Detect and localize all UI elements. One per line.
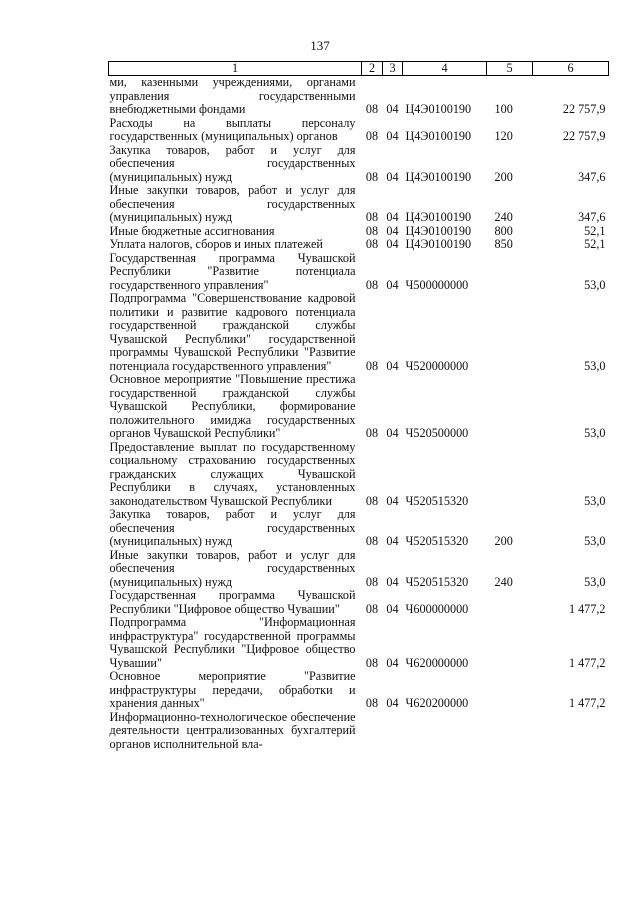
cell-amount: 22 757,9 bbox=[562, 102, 606, 116]
cell-sub: 04 bbox=[386, 223, 399, 238]
cell-vr: 240 bbox=[494, 574, 513, 589]
cell-sec: 08 bbox=[365, 574, 379, 589]
cell-sec: 08 bbox=[365, 210, 379, 224]
cell-name: Закупка товаров, работ и услуг для обеспечения государственных (муниципальных) нужд bbox=[109, 142, 356, 184]
cell-amount: 53,0 bbox=[584, 426, 606, 440]
cell-name: Иные закупки товаров, работ и услуг для обеспечения государственных (муниципальных) нужд bbox=[109, 183, 356, 224]
cell-vr bbox=[487, 373, 533, 441]
cell-name: Подпрограмма "Информационная инфраструктура" государственной программы Чувашской Республики "Цифровое общество Чувашии" bbox=[109, 615, 356, 670]
page-number: 137 bbox=[310, 38, 330, 53]
cell-sub: 04 bbox=[386, 534, 399, 548]
cell-sub: 04 bbox=[386, 210, 399, 224]
cell-amount: 1 477,2 bbox=[568, 601, 606, 616]
cell-sub: 04 bbox=[386, 696, 399, 710]
cell-name: Информационно-технологическое обеспечение деятельности централизованных бухгалтерий органов исполнительной вла- bbox=[109, 709, 356, 751]
cell-csr: Ч520515320 bbox=[405, 534, 469, 548]
cell-sec: 08 bbox=[365, 169, 379, 184]
cell-name: Государственная программа Чувашской Республики "Цифровое общество Чувашии" bbox=[109, 588, 356, 616]
cell-name: Предоставление выплат по государственному социальному страхованию государственных гражданских служащих Чувашской Республики в случаях, установленных законодательством Чувашской Республики bbox=[109, 439, 356, 508]
cell-csr: Ч600000000 bbox=[405, 601, 469, 616]
cell-amount: 52,1 bbox=[584, 223, 606, 238]
table-row bbox=[109, 252, 609, 293]
cell-name: Иные бюджетные ассигнования bbox=[109, 223, 275, 238]
cell-csr: Ц4Э0100190 bbox=[405, 169, 472, 184]
table-row bbox=[109, 549, 609, 590]
table-row bbox=[109, 441, 609, 509]
cell-name: Государственная программа Чувашской Республики "Развитие потенциала государственного управления" bbox=[109, 250, 356, 292]
cell-sub: 04 bbox=[386, 493, 399, 508]
header-cell-4: 4 bbox=[403, 62, 487, 76]
table-row bbox=[109, 711, 609, 752]
cell-amount bbox=[533, 711, 609, 752]
cell-sec: 08 bbox=[365, 696, 379, 710]
cell-vr bbox=[487, 616, 533, 670]
cell-sec bbox=[362, 711, 383, 752]
cell-sec: 08 bbox=[365, 655, 379, 670]
table-row bbox=[109, 184, 609, 225]
cell-name: Основное мероприятие "Повышение престижа государственной гражданской службы Чувашской Республики, формирование положительного имиджа государственных органов Чувашской Республики" bbox=[109, 372, 356, 440]
table-row bbox=[109, 292, 609, 373]
cell-sec: 08 bbox=[365, 493, 379, 508]
budget-table bbox=[108, 61, 609, 751]
cell-sec: 08 bbox=[365, 601, 379, 616]
cell-sub: 04 bbox=[386, 574, 399, 589]
cell-csr bbox=[403, 711, 487, 752]
table-row bbox=[109, 670, 609, 711]
cell-amount: 1 477,2 bbox=[568, 655, 606, 670]
cell-sub: 04 bbox=[386, 655, 399, 670]
cell-vr: 240 bbox=[494, 210, 513, 224]
cell-csr: Ч620200000 bbox=[405, 696, 469, 710]
cell-sub bbox=[383, 711, 403, 752]
cell-sec: 08 bbox=[365, 129, 379, 143]
header-cell-6: 6 bbox=[533, 62, 609, 76]
cell-sec: 08 bbox=[365, 358, 379, 373]
cell-vr bbox=[487, 292, 533, 373]
cell-sub: 04 bbox=[386, 237, 399, 251]
header-cell-2: 2 bbox=[362, 62, 383, 76]
cell-name: Расходы на выплаты персоналу государственных (муниципальных) органов bbox=[109, 115, 356, 143]
cell-name: Основное мероприятие "Развитие инфраструктуры передачи, обработки и хранения данных" bbox=[109, 669, 356, 710]
cell-vr: 200 bbox=[494, 169, 513, 184]
cell-sec: 08 bbox=[365, 534, 379, 548]
cell-name: Подпрограмма "Совершенствование кадровой политики и развитие кадрового потенциала государственной гражданской службы Чувашской Республики" государственной программы Чувашской Республики "Развитие потенциала государственного управления" bbox=[109, 291, 356, 373]
cell-csr: Ч520000000 bbox=[405, 358, 469, 373]
cell-amount: 53,0 bbox=[584, 493, 606, 508]
header-cell-3: 3 bbox=[383, 62, 403, 76]
cell-sub: 04 bbox=[386, 129, 399, 143]
table-row bbox=[109, 616, 609, 670]
cell-vr: 100 bbox=[494, 102, 513, 116]
cell-vr bbox=[487, 670, 533, 711]
cell-amount: 22 757,9 bbox=[562, 129, 606, 143]
cell-amount: 1 477,2 bbox=[568, 696, 606, 710]
cell-sec: 08 bbox=[365, 223, 379, 238]
header-cell-5: 5 bbox=[487, 62, 533, 76]
cell-vr: 200 bbox=[494, 534, 513, 548]
cell-csr: Ц4Э0100190 bbox=[405, 129, 472, 143]
cell-vr: 850 bbox=[494, 237, 513, 251]
cell-csr: Ц4Э0100190 bbox=[405, 223, 472, 238]
cell-vr bbox=[487, 252, 533, 293]
cell-sec: 08 bbox=[365, 277, 379, 292]
cell-csr: Ц4Э0100190 bbox=[405, 237, 472, 251]
cell-sub: 04 bbox=[386, 426, 399, 440]
cell-amount: 53,0 bbox=[584, 534, 606, 548]
cell-sub: 04 bbox=[386, 601, 399, 616]
cell-name: Иные закупки товаров, работ и услуг для обеспечения государственных (муниципальных) нужд bbox=[109, 547, 356, 589]
cell-vr: 800 bbox=[494, 223, 513, 238]
cell-sec: 08 bbox=[365, 426, 379, 440]
cell-csr: Ч500000000 bbox=[405, 277, 469, 292]
cell-sub: 04 bbox=[386, 169, 399, 184]
cell-csr: Ч520515320 bbox=[405, 493, 469, 508]
table-row bbox=[109, 238, 609, 252]
table-row bbox=[109, 508, 609, 549]
cell-vr: 120 bbox=[494, 129, 513, 143]
cell-amount: 52,1 bbox=[584, 237, 606, 251]
table-row bbox=[109, 225, 609, 239]
cell-sec: 08 bbox=[365, 102, 379, 116]
table-row bbox=[109, 117, 609, 144]
cell-amount: 347,6 bbox=[578, 169, 606, 184]
cell-csr: Ц4Э0100190 bbox=[405, 210, 472, 224]
cell-vr bbox=[487, 441, 533, 509]
header-cell-1: 1 bbox=[109, 62, 362, 76]
cell-csr: Ч520500000 bbox=[405, 426, 469, 440]
cell-csr: Ч520515320 bbox=[405, 574, 469, 589]
table-row bbox=[109, 144, 609, 185]
table-row bbox=[109, 373, 609, 441]
cell-name: Закупка товаров, работ и услуг для обеспечения государственных (муниципальных) нужд bbox=[109, 507, 356, 548]
cell-csr: Ч620000000 bbox=[405, 655, 469, 670]
table-row bbox=[109, 76, 609, 117]
cell-sub: 04 bbox=[386, 277, 399, 292]
cell-amount: 53,0 bbox=[584, 277, 606, 292]
cell-vr bbox=[487, 711, 533, 752]
cell-name: ми, казенными учреждениями, органами управления государственными внебюджетными фондами bbox=[109, 75, 356, 116]
cell-csr: Ц4Э0100190 bbox=[405, 102, 472, 116]
table-header-row bbox=[109, 62, 609, 76]
cell-amount: 53,0 bbox=[584, 358, 606, 373]
cell-sub: 04 bbox=[386, 102, 399, 116]
cell-sec: 08 bbox=[365, 237, 379, 251]
cell-sub: 04 bbox=[386, 358, 399, 373]
cell-amount: 347,6 bbox=[578, 210, 606, 224]
cell-vr bbox=[487, 589, 533, 616]
cell-amount: 53,0 bbox=[584, 574, 606, 589]
table-row bbox=[109, 589, 609, 616]
cell-name: Уплата налогов, сборов и иных платежей bbox=[109, 237, 323, 251]
